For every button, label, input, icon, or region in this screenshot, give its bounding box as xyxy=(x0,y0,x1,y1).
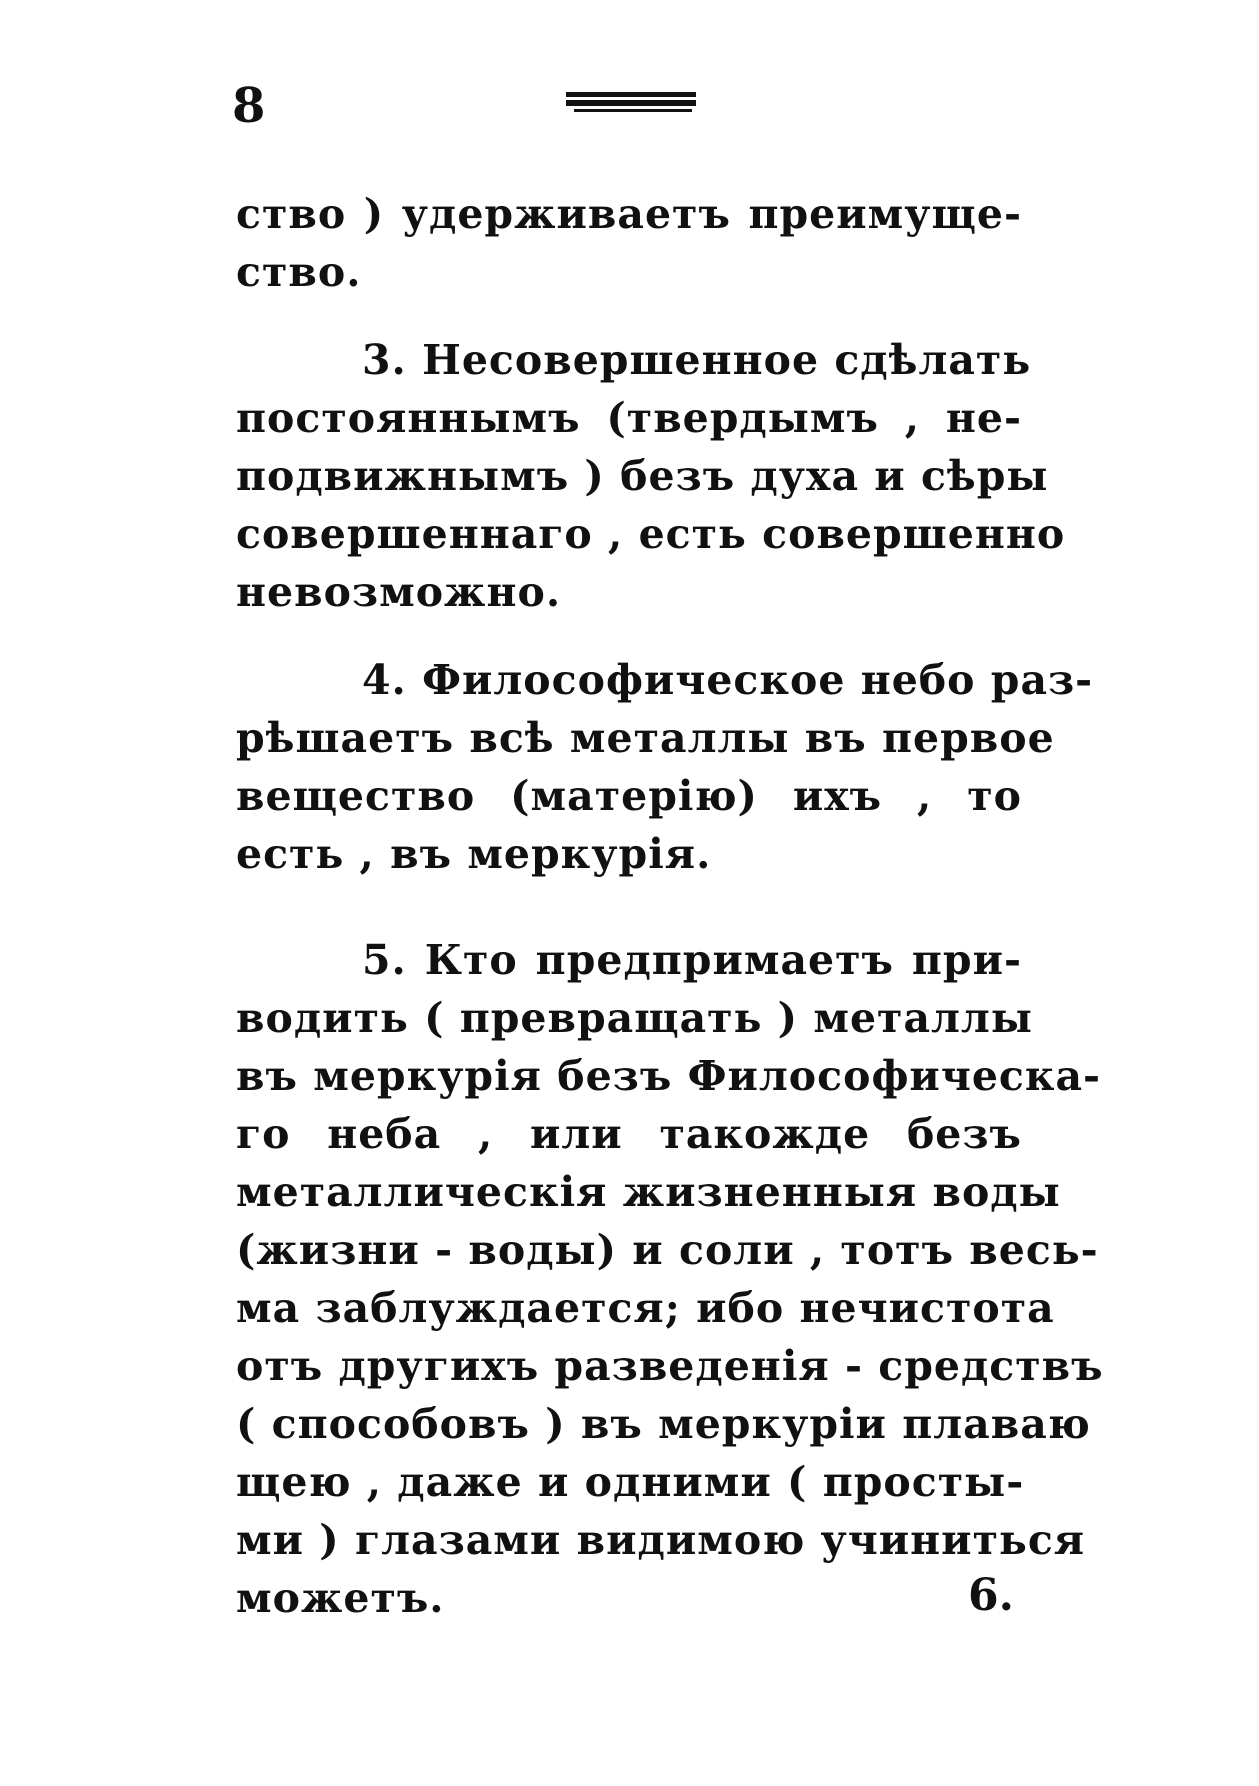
paragraph xyxy=(236,651,1094,883)
text-line: въ меркурія безъ Философическа- xyxy=(236,1052,1102,1100)
text-line: рѣшаетъ всѣ металлы въ первое xyxy=(236,714,1055,762)
text-line: ма заблуждается; ибо нечистота xyxy=(236,1284,1055,1332)
text-line: 3. Несовершенное сдѣлать xyxy=(362,336,1032,384)
paragraph xyxy=(236,331,1066,621)
text-line: вещество (матерію) ихъ , то xyxy=(236,772,1022,820)
paragraph xyxy=(236,185,1022,301)
text-line: можетъ. xyxy=(236,1574,445,1622)
text-line: постояннымъ (твердымъ , не- xyxy=(236,394,1022,442)
text-line: (жизни - воды) и соли , тотъ весь- xyxy=(236,1226,1099,1274)
header-rule xyxy=(566,92,696,114)
text-line: металлическія жизненныя воды xyxy=(236,1168,1061,1216)
text-body xyxy=(236,185,1104,1627)
text-line: подвижнымъ ) безъ духа и сѣры xyxy=(236,452,1049,500)
text-line: совершеннаго , есть совершенно xyxy=(236,510,1066,558)
text-line: щею , даже и одними ( просты- xyxy=(236,1458,1025,1506)
page-number: 8 xyxy=(232,78,266,134)
paragraph xyxy=(236,931,1104,1627)
text-line: невозможно. xyxy=(236,568,562,616)
text-line: водить ( превращать ) металлы xyxy=(236,994,1033,1042)
text-line: отъ другихъ разведенія - средствъ xyxy=(236,1342,1104,1390)
catchword: 6. xyxy=(968,1570,1014,1621)
text-line: 5. Кто предпримаетъ при- xyxy=(362,936,1022,984)
text-line: ми ) глазами видимою учиниться xyxy=(236,1516,1086,1564)
text-line: 4. Философическое небо раз- xyxy=(362,656,1094,704)
text-line: ство ) удерживаетъ преимущe- xyxy=(236,190,1022,238)
text-line: ( способовъ ) въ меркуріи плаваю xyxy=(236,1400,1091,1448)
text-line: го неба , или такожде безъ xyxy=(236,1110,1022,1158)
text-line: есть , въ меркурія. xyxy=(236,830,712,878)
text-line: ство. xyxy=(236,248,362,296)
